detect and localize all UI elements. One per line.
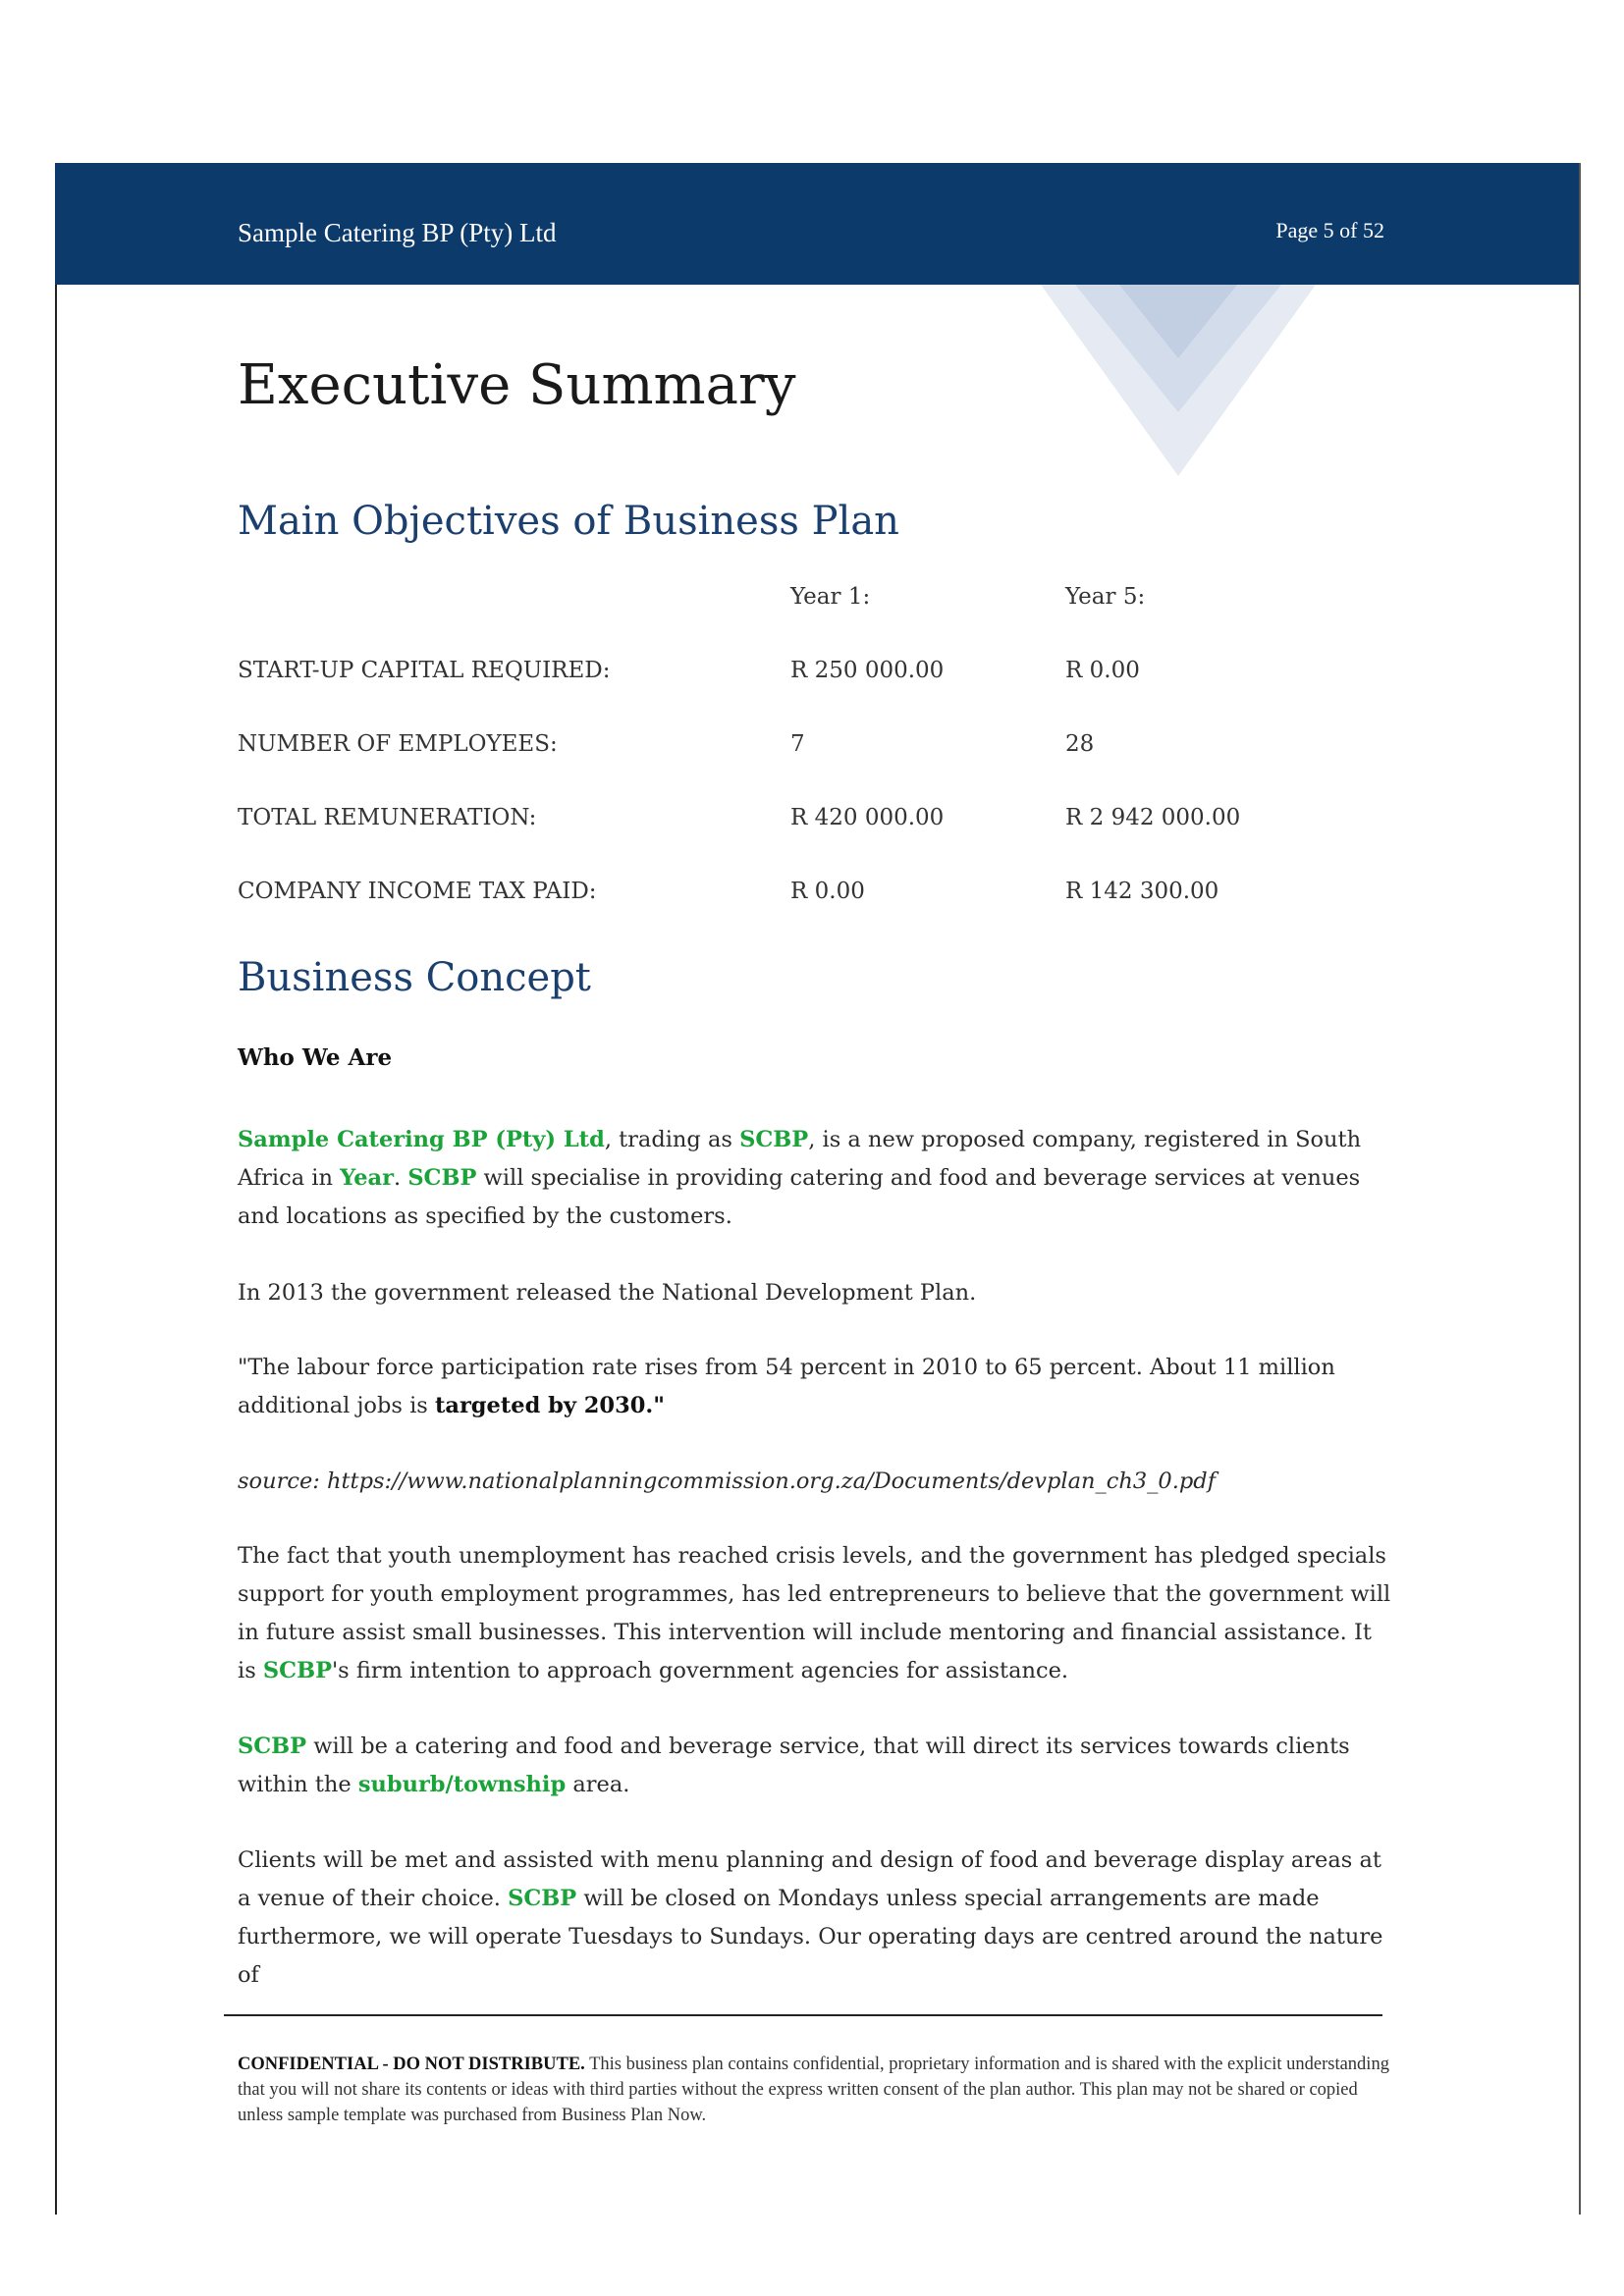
abbr-highlight: SCBP [508, 1886, 577, 1911]
text-span: area. [566, 1772, 630, 1797]
row-year5-value: R 142 300.00 [1065, 879, 1219, 904]
footer-body: This business plan contains confidential, proprietary information and is shared with the explicit understanding that you will not share its contents or ideas with third parties without the express written consent of the plan author. This plan may not be shared or copied unless sample template was purchased from Business Plan Now. [238, 2055, 1389, 2125]
abbr-highlight: SCBP [739, 1127, 809, 1152]
footer-divider [224, 2014, 1382, 2016]
row-year5-value: 28 [1065, 731, 1095, 757]
paragraph-service [238, 1728, 1396, 1804]
abbr-highlight: SCBP [407, 1165, 477, 1191]
confidential-notice [238, 2052, 1406, 2128]
area-highlight: suburb/township [357, 1772, 567, 1797]
row-year1-value: R 0.00 [790, 879, 865, 904]
triangle-decoration [1031, 285, 1326, 481]
objectives-table [238, 584, 1396, 952]
paragraph-clients [238, 1842, 1396, 1995]
row-label: COMPANY INCOME TAX PAID: [238, 879, 597, 904]
text-span: , is a new proposed company, registered in South Africa in [238, 1127, 1362, 1191]
row-label: TOTAL REMUNERATION: [238, 805, 537, 830]
text-span: The fact that youth unemployment has reached crisis levels, and the government has pledged specials support for youth employment programmes, has led entrepreneurs to believe that the government will in future assist small businesses. This intervention will include mentoring and financial assistance. It is [238, 1543, 1391, 1683]
text-span: , trading as [604, 1127, 740, 1152]
source-citation: source: https://www.nationalplanningcommission.org.za/Documents/devplan_ch3_0.pdf [238, 1468, 1217, 1494]
row-year1-value: 7 [790, 731, 805, 757]
header-company-name: Sample Catering BP (Pty) Ltd [238, 218, 557, 247]
who-we-are-subheading: Who We Are [238, 1044, 393, 1071]
row-year5-value: R 2 942 000.00 [1065, 805, 1241, 830]
table-header-row [238, 584, 1396, 658]
text-span: Clients will be met and assisted with menu planning and design of food and beverage display areas at a venue of their choice. [238, 1847, 1381, 1911]
table-row [238, 658, 1396, 731]
table-row [238, 805, 1396, 879]
confidential-label: CONFIDENTIAL - DO NOT DISTRIBUTE. [238, 2055, 585, 2074]
row-year1-value: R 420 000.00 [790, 805, 945, 830]
text-span: will be a catering and food and beverage service, that will direct its services towards clients within the [238, 1734, 1350, 1797]
column-header-year1: Year 1: [790, 584, 871, 610]
page-number: Page 5 of 52 [1275, 218, 1384, 242]
column-header-year5: Year 5: [1065, 584, 1146, 610]
text-span: 's firm intention to approach government agencies for assistance. [332, 1658, 1069, 1683]
abbr-highlight: SCBP [238, 1734, 307, 1759]
page-title: Executive Summary [238, 353, 796, 417]
row-label: NUMBER OF EMPLOYEES: [238, 731, 558, 757]
text-span: . [394, 1165, 408, 1191]
table-row [238, 731, 1396, 805]
table-row [238, 879, 1396, 952]
objectives-heading: Main Objectives of Business Plan [238, 499, 899, 544]
concept-heading: Business Concept [238, 955, 591, 1000]
paragraph-quote [238, 1349, 1396, 1425]
text-span: will specialise in providing catering and food and beverage services at venues and locations as specified by the customers. [238, 1165, 1361, 1229]
paragraph-ndp: In 2013 the government released the National Development Plan. [238, 1280, 977, 1306]
row-year5-value: R 0.00 [1065, 658, 1140, 683]
paragraph-youth [238, 1537, 1396, 1690]
quote-bold: targeted by 2030." [434, 1393, 665, 1418]
text-span: will be closed on Mondays unless special arrangements are made furthermore, we will operate Tuesdays to Sundays. Our operating days are centred around the nature of [238, 1886, 1383, 1988]
row-label: START-UP CAPITAL REQUIRED: [238, 658, 611, 683]
text-span: "The labour force participation rate rises from 54 percent in 2010 to 65 percent. About 11 million additional jobs is [238, 1355, 1335, 1418]
company-name-highlight: Sample Catering BP (Pty) Ltd [238, 1127, 605, 1152]
abbr-highlight: SCBP [262, 1658, 332, 1683]
row-year1-value: R 250 000.00 [790, 658, 945, 683]
year-highlight: Year [340, 1165, 394, 1191]
paragraph-intro [238, 1121, 1396, 1236]
